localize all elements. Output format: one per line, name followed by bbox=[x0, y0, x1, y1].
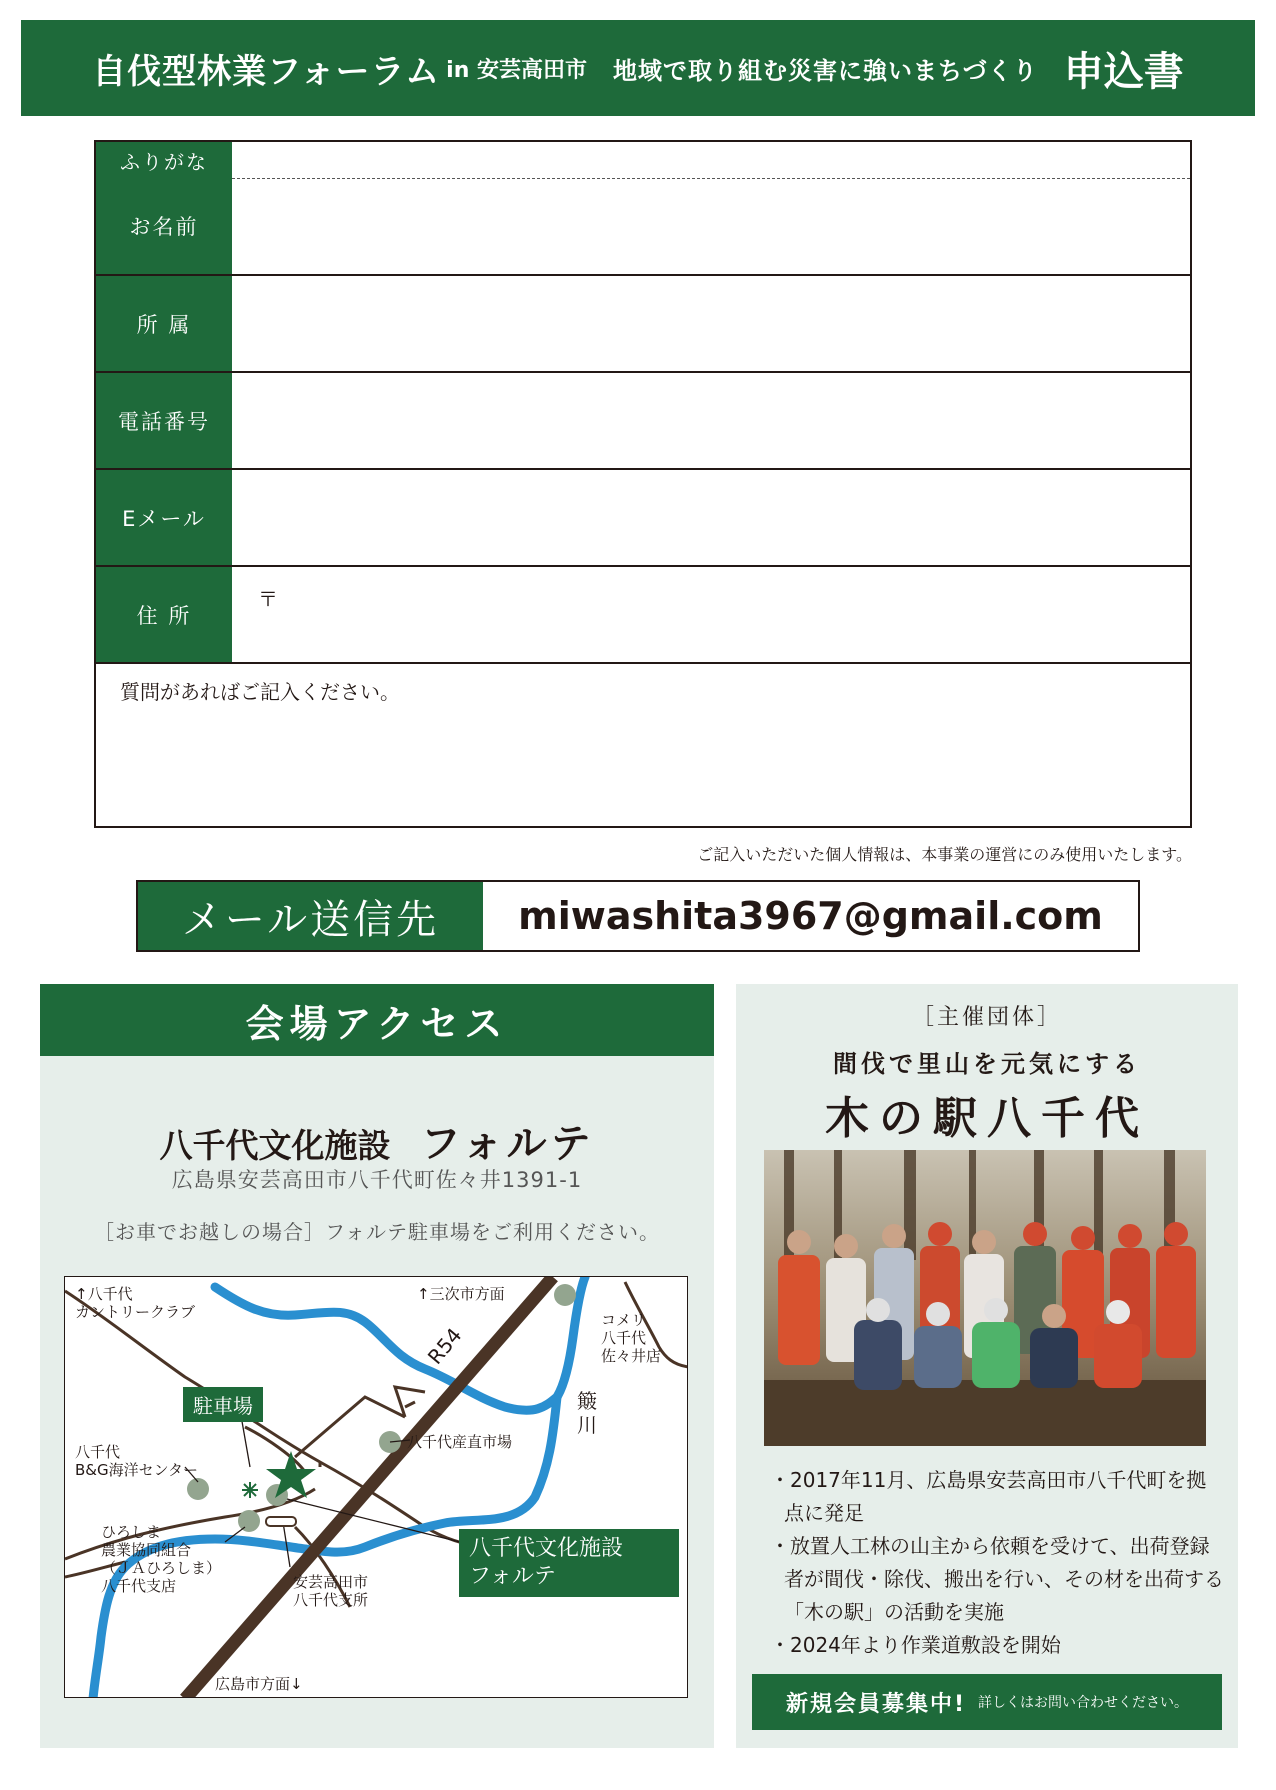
map-label-ja: ひろしま 農業協同組合 （ＪＡひろしま） 八千代支店 bbox=[101, 1523, 222, 1595]
map-label-r54: R54 bbox=[422, 1323, 467, 1369]
email-label: Eメール bbox=[96, 470, 232, 565]
organizer-subtitle: 間伐で里山を元気にする bbox=[833, 1050, 1141, 1078]
map-graphic bbox=[65, 1277, 688, 1698]
title-subtitle: 地域で取り組む災害に強いまちづくり bbox=[613, 56, 1038, 85]
mail-label: メール送信先 bbox=[138, 882, 483, 950]
recruit-headline: 新規会員募集中! bbox=[785, 1691, 967, 1717]
recruit-note: 詳しくはお問い合わせください。 bbox=[978, 1695, 1189, 1711]
car-access-note: ［お車でお越しの場合］フォルテ駐車場をご利用ください。 bbox=[94, 1220, 660, 1244]
map-label-miyoshi: ↑三次市方面 bbox=[417, 1285, 505, 1303]
furigana-label: ふりがな bbox=[96, 142, 232, 178]
map-tag-parking: 駐車場 bbox=[183, 1387, 263, 1422]
activity-item: ・2024年より作業道敷設を開始 bbox=[770, 1633, 1061, 1657]
application-form bbox=[94, 140, 1192, 828]
parking-spot-marker bbox=[242, 1482, 258, 1498]
venue-address: 広島県安芸高田市八千代町佐々井1391-1 bbox=[171, 1168, 583, 1192]
map-label-hiroshima: 広島市方面↓ bbox=[215, 1675, 303, 1693]
map-label-branch: 安芸高田市 八千代支所 bbox=[293, 1573, 369, 1609]
title-bar bbox=[21, 20, 1255, 116]
phone-label: 電話番号 bbox=[96, 373, 232, 468]
venue-name bbox=[40, 1112, 714, 1169]
group-photo-graphic bbox=[764, 1150, 1206, 1446]
recruitment-banner bbox=[752, 1674, 1222, 1730]
mail-address-link[interactable]: miwashita3967@gmail.com bbox=[518, 894, 1103, 938]
map-label-river: 簸 川 bbox=[577, 1389, 597, 1437]
title-location: in 安芸高田市 bbox=[446, 57, 588, 83]
furigana-divider bbox=[232, 178, 1190, 179]
question-area[interactable] bbox=[96, 664, 1190, 826]
activity-item: ・放置人工林の山主から依頼を受けて、出荷登録者が間伐・除伐、搬出を行い、その材を出荷する「木の駅」の活動を実施 bbox=[770, 1534, 1224, 1624]
mail-destination bbox=[136, 880, 1140, 952]
organizer-panel bbox=[736, 984, 1238, 1748]
map-label-country-club: ↑八千代 カントリークラブ bbox=[75, 1285, 196, 1321]
access-map bbox=[64, 1276, 688, 1698]
map-label-market: 八千代産直市場 bbox=[407, 1433, 513, 1451]
group-photo bbox=[764, 1150, 1206, 1446]
bridge-icon bbox=[266, 1517, 296, 1526]
question-prompt: 質問があればご記入ください。 bbox=[120, 680, 400, 704]
komeri-marker bbox=[554, 1284, 576, 1306]
address-row[interactable] bbox=[96, 567, 1190, 664]
map-tag-venue: 八千代文化施設 フォルテ bbox=[459, 1529, 679, 1597]
venue-name-forte: フォルテ bbox=[420, 1121, 595, 1167]
access-heading: 会場アクセス bbox=[40, 984, 714, 1056]
road-r54 bbox=[185, 1277, 553, 1698]
address-label: 住 所 bbox=[96, 567, 232, 662]
organizer-name: 木の駅八千代 bbox=[825, 1093, 1149, 1144]
name-row[interactable] bbox=[96, 142, 1190, 276]
organizer-tag: ［主催団体］ bbox=[911, 1005, 1062, 1030]
affiliation-label: 所 属 bbox=[96, 276, 232, 371]
email-row[interactable] bbox=[96, 470, 1190, 567]
map-label-komeri: コメリ 八千代 佐々井店 bbox=[601, 1311, 662, 1365]
phone-row[interactable] bbox=[96, 373, 1190, 470]
ja-marker bbox=[238, 1510, 260, 1532]
activity-item: ・2017年11月、広島県安芸高田市八千代町を拠点に発足 bbox=[770, 1468, 1207, 1525]
venue-access-panel bbox=[40, 984, 714, 1748]
name-label: お名前 bbox=[96, 178, 232, 274]
map-label-bg-center: 八千代 B&G海洋センター bbox=[75, 1443, 199, 1479]
postal-mark: 〒 bbox=[258, 587, 278, 611]
venue-name-prefix: 八千代文化施設 bbox=[159, 1126, 391, 1165]
privacy-note: ご記入いただいた個人情報は、本事業の運営にのみ使用いたします。 bbox=[697, 845, 1192, 864]
title-main: 自伐型林業フォーラム bbox=[92, 51, 441, 92]
organizer-activities bbox=[766, 1464, 1226, 1662]
title-form: 申込書 bbox=[1063, 48, 1184, 95]
affiliation-row[interactable] bbox=[96, 276, 1190, 373]
